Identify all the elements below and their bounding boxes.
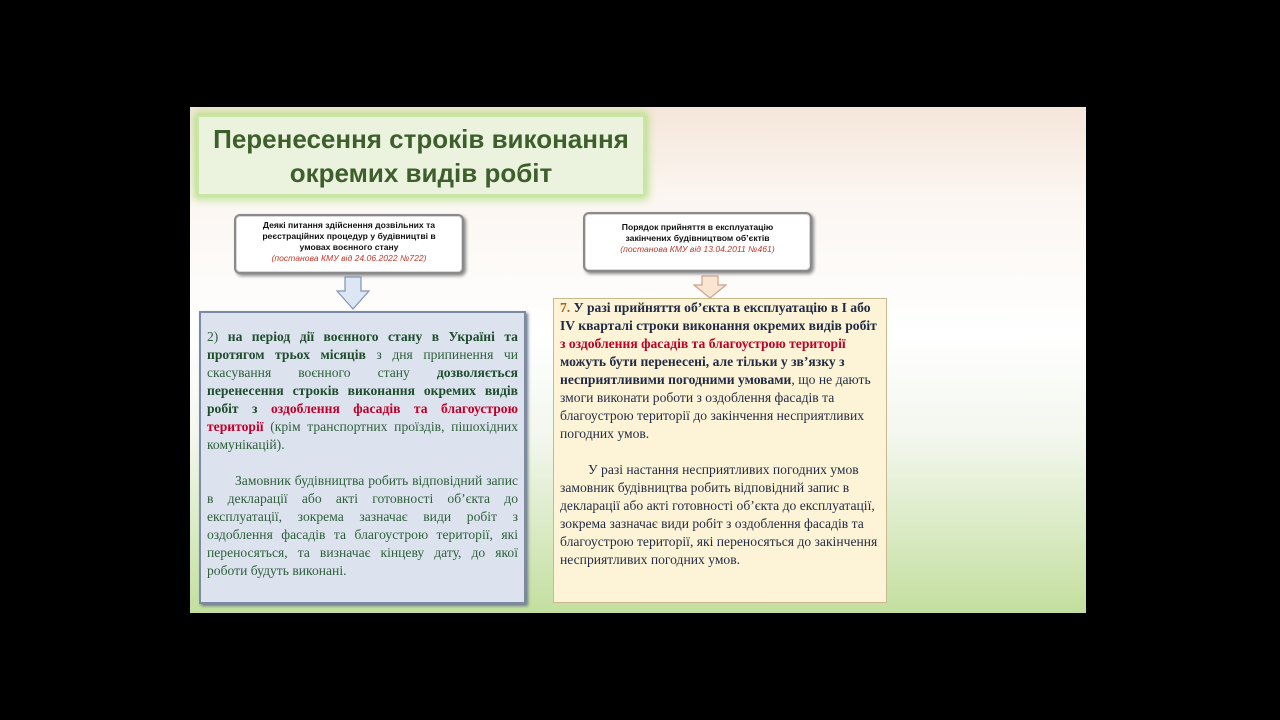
left-bold-1: на період дії воєнного стану в Україні та протягом трьох місяців — [207, 329, 518, 362]
right-item-number: 7. — [560, 300, 571, 315]
ref-left-source: (постанова КМУ від 24.06.2022 №722) — [271, 253, 427, 263]
ref-right-line-1: Порядок прийняття в експлуатацію — [621, 222, 774, 232]
reference-box-left — [234, 214, 464, 274]
left-text-1: з дня припинення чи скасування воєнного стану — [207, 347, 518, 380]
right-text-box — [553, 298, 887, 603]
ref-right-source: (постанова КМУ від 13.04.2011 №461) — [620, 244, 775, 254]
reference-box-right — [583, 212, 812, 272]
right-paragraph-2: У разі настання несприятливих погодних умов замовник будівництва робить відповідний запис в декларації або акті готовності об’єкта до експлуатації, зокрема зазначає види робіт з оздоблення фасадів та благоустрою території, які переносяться до закінчення несприятливих погодних умов. — [560, 462, 878, 567]
right-highlight-red: з оздоблення фасадів та благоустрою території — [560, 336, 846, 351]
ref-left-line-1: Деякі питання здійснення дозвільних та — [262, 220, 436, 230]
right-bold-2: перенесені, але тільки у зв’язку з несприятливими погодними умовами — [560, 354, 845, 387]
ref-right-line-2: закінчених будівництвом об’єктів — [625, 233, 770, 243]
slide — [190, 107, 1086, 613]
title-line-2: окремих видів робіт — [289, 157, 553, 188]
left-text-2: (крім транспортних проїздів, пішохідних комунікацій). — [207, 419, 518, 452]
right-bold-1: У разі прийняття об’єкта в експлуатацію в I або IV кварталі строки виконання окремих видів робіт — [560, 300, 877, 333]
right-text-2: , що не дають змоги виконати роботи з оздоблення фасадів та благоустрою території до закінчення несприятливих погодних умов. — [560, 372, 871, 441]
left-highlight-red: оздоблення фасадів та благоустрою території — [207, 401, 518, 434]
left-paragraph-2: Замовник будівництва робить відповідний запис в декларації або акті готовності об’єкта до експлуатації, зокрема зазначає види робіт з оздоблення фасадів та благоустрою території, які переносяться, та визначає кінцеву дату, до якої роботи будуть виконані. — [207, 473, 518, 578]
title-line-1: Перенесення строків виконання — [213, 123, 629, 154]
ref-left-line-3: умовах воєнного стану — [299, 242, 399, 252]
left-text-box — [199, 311, 526, 604]
left-bold-2: дозволяється перенесення строків виконання окремих видів робіт з — [207, 365, 518, 416]
down-arrow-right-icon — [693, 275, 727, 299]
left-item-number: 2) — [207, 329, 219, 344]
ref-left-line-2: реєстраційних процедур у будівництві в — [262, 231, 436, 241]
right-bold-1b: можуть бути — [560, 354, 638, 369]
down-arrow-left-icon — [336, 276, 370, 310]
slide-title — [197, 115, 645, 196]
